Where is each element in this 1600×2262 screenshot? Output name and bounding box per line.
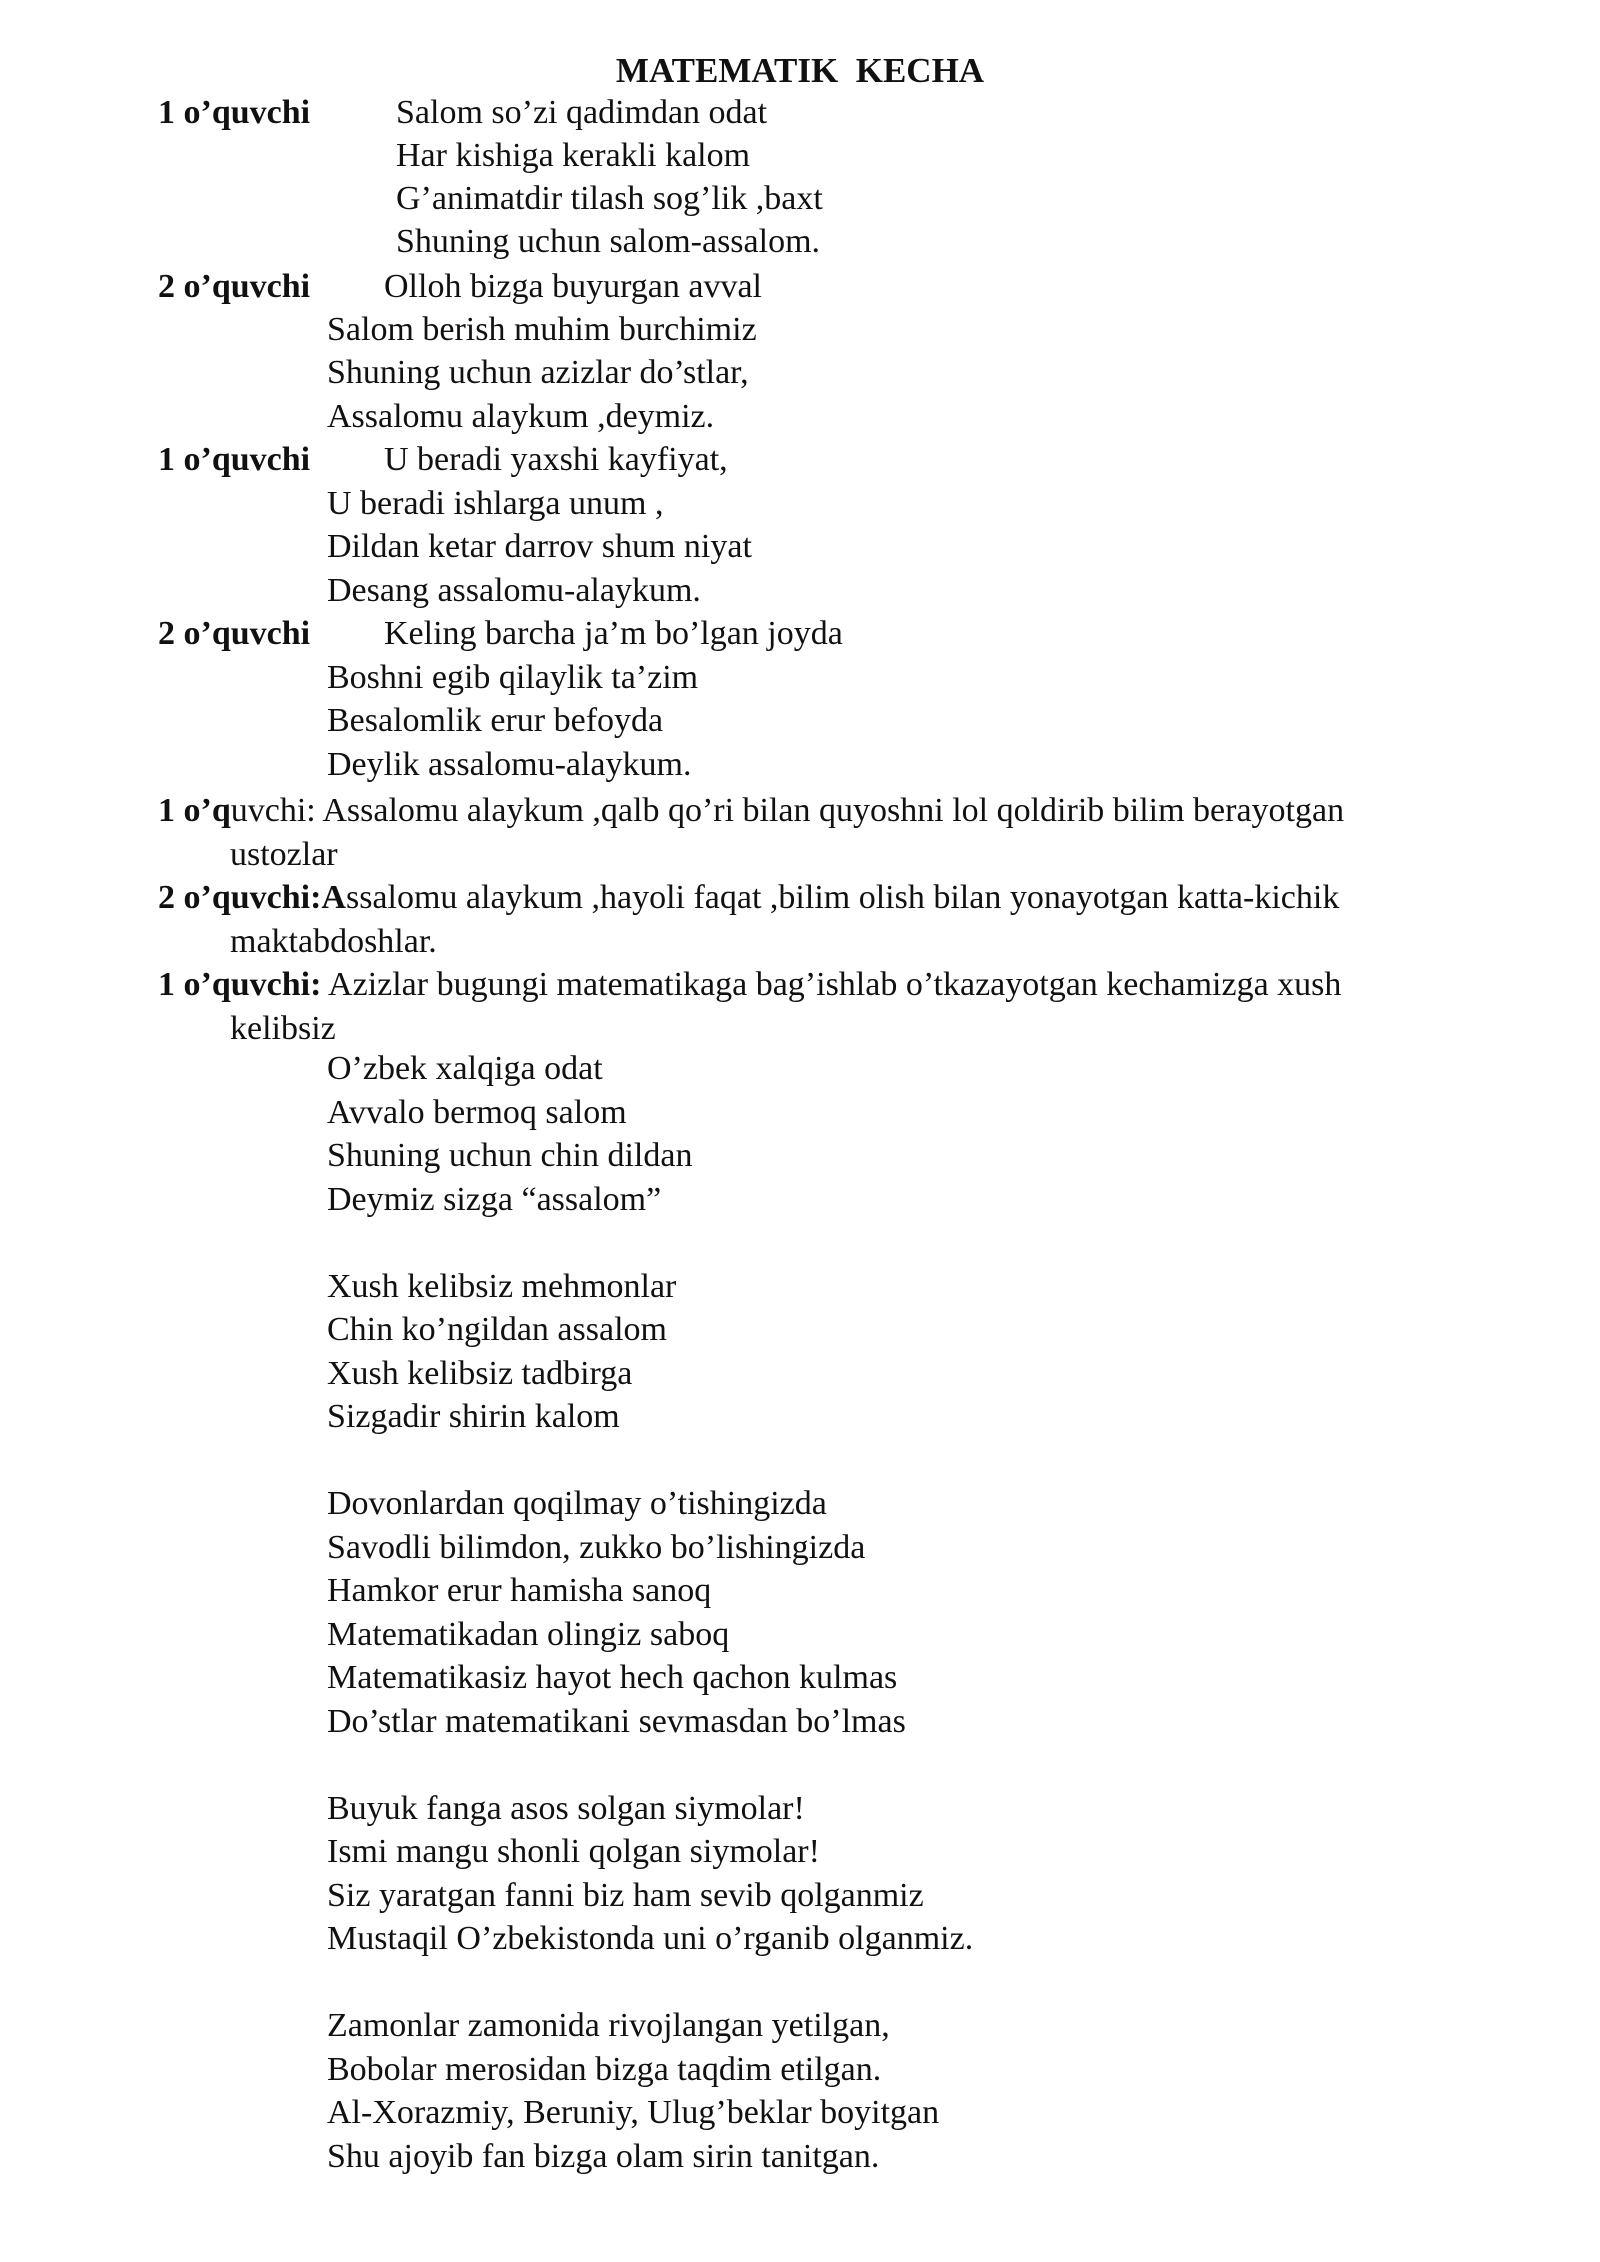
prose-text: ssalomu alaykum ,hayoli faqat ,bilim olish bilan yonayotgan katta-kichik: [345, 879, 1340, 916]
poem-line: Al-Xorazmiy, Beruniy, Ulug’beklar boyitgan: [327, 2094, 940, 2131]
verse-line: Shuning uchun azizlar do’stlar,: [327, 354, 749, 391]
prose-continuation: ustozlar: [230, 835, 338, 873]
prose-paragraph: [158, 789, 1498, 876]
poem-line: Bobolar merosidan bizga taqdim etilgan.: [327, 2051, 882, 2088]
speaker-label: 1 o’quvchi:: [158, 966, 322, 1003]
verse-line: Desang assalomu-alaykum.: [327, 572, 701, 609]
verse-line: Salom so’zi qadimdan odat: [396, 94, 768, 131]
speaker-label: 2 o’quvchi: [158, 615, 311, 652]
verse-line: Besalomlik erur befoyda: [327, 702, 664, 739]
prose-continuation: kelibsiz: [230, 1009, 336, 1047]
poem-line: Chin ko’ngildan assalom: [327, 1311, 667, 1348]
poem-line: Deymiz sizga “assalom”: [327, 1181, 662, 1218]
verse-line: Salom berish muhim burchimiz: [327, 311, 757, 348]
verse-line: Har kishiga kerakli kalom: [396, 137, 751, 174]
verse-line: Deylik assalomu-alaykum.: [327, 746, 692, 783]
poem-line: Sizgadir shirin kalom: [327, 1398, 620, 1435]
speaker-label: 2 o’quvchi: [158, 268, 311, 305]
poem-line: Xush kelibsiz mehmonlar: [327, 1268, 677, 1305]
poem-line: Buyuk fanga asos solgan siymolar!: [327, 1790, 805, 1827]
verse-line: Assalomu alaykum ,deymiz.: [327, 398, 715, 435]
document-title: MATEMATIK KECHA: [615, 51, 985, 90]
speaker-label: 2 o’quvchi:A: [158, 879, 346, 916]
poem-line: Matematikasiz hayot hech qachon kulmas: [327, 1659, 898, 1696]
poem-line: Shu ajoyib fan bizga olam sirin tanitgan.: [327, 2138, 880, 2175]
poem-line: Ismi mangu shonli qolgan siymolar!: [327, 1833, 820, 1870]
poem-line: Matematikadan olingiz saboq: [327, 1616, 730, 1653]
prose-text: Azizlar bugungi matematikaga bag’ishlab o’tkazayotgan kechamizga xush: [321, 966, 1342, 1003]
poem-line: Mustaqil O’zbekistonda uni o’rganib olganmiz.: [327, 1920, 974, 1957]
verse-line: Shuning uchun salom-assalom.: [396, 223, 821, 260]
verse-line: U beradi yaxshi kayfiyat,: [384, 441, 728, 478]
speaker-label: 1 o’quvchi: [158, 94, 311, 131]
verse-line: U beradi ishlarga unum ,: [327, 485, 664, 522]
poem-line: Avvalo bermoq salom: [327, 1094, 627, 1131]
poem-line: Shuning uchun chin dildan: [327, 1137, 693, 1174]
poem-line: Hamkor erur hamisha sanoq: [327, 1572, 712, 1609]
prose-paragraph: [158, 963, 1498, 1050]
poem-line: Xush kelibsiz tadbirga: [327, 1355, 633, 1392]
verse-line: G’animatdir tilash sog’lik ,baxt: [396, 180, 823, 217]
poem-line: Siz yaratgan fanni biz ham sevib qolganmiz: [327, 1877, 924, 1914]
prose-text: uvchi: Assalomu alaykum ,qalb qo’ri bilan quyoshni lol qoldirib bilim berayotgan: [230, 792, 1345, 829]
speaker-label: 1 o’quvchi: [158, 441, 311, 478]
speaker-label: 1 o’q: [158, 792, 231, 829]
poem-line: Zamonlar zamonida rivojlangan yetilgan,: [327, 2007, 890, 2044]
poem-line: O’zbek xalqiga odat: [327, 1050, 603, 1087]
verse-line: Boshni egib qilaylik ta’zim: [327, 659, 699, 696]
verse-line: Dildan ketar darrov shum niyat: [327, 528, 752, 565]
poem-line: Do’stlar matematikani sevmasdan bo’lmas: [327, 1703, 906, 1740]
verse-line: Keling barcha ja’m bo’lgan joyda: [384, 615, 843, 652]
prose-continuation: maktabdoshlar.: [230, 922, 437, 960]
prose-paragraph: [158, 876, 1498, 963]
poem-line: Savodli bilimdon, zukko bo’lishingizda: [327, 1529, 866, 1566]
verse-line: Olloh bizga buyurgan avval: [384, 268, 763, 305]
poem-line: Dovonlardan qoqilmay o’tishingizda: [327, 1485, 827, 1522]
